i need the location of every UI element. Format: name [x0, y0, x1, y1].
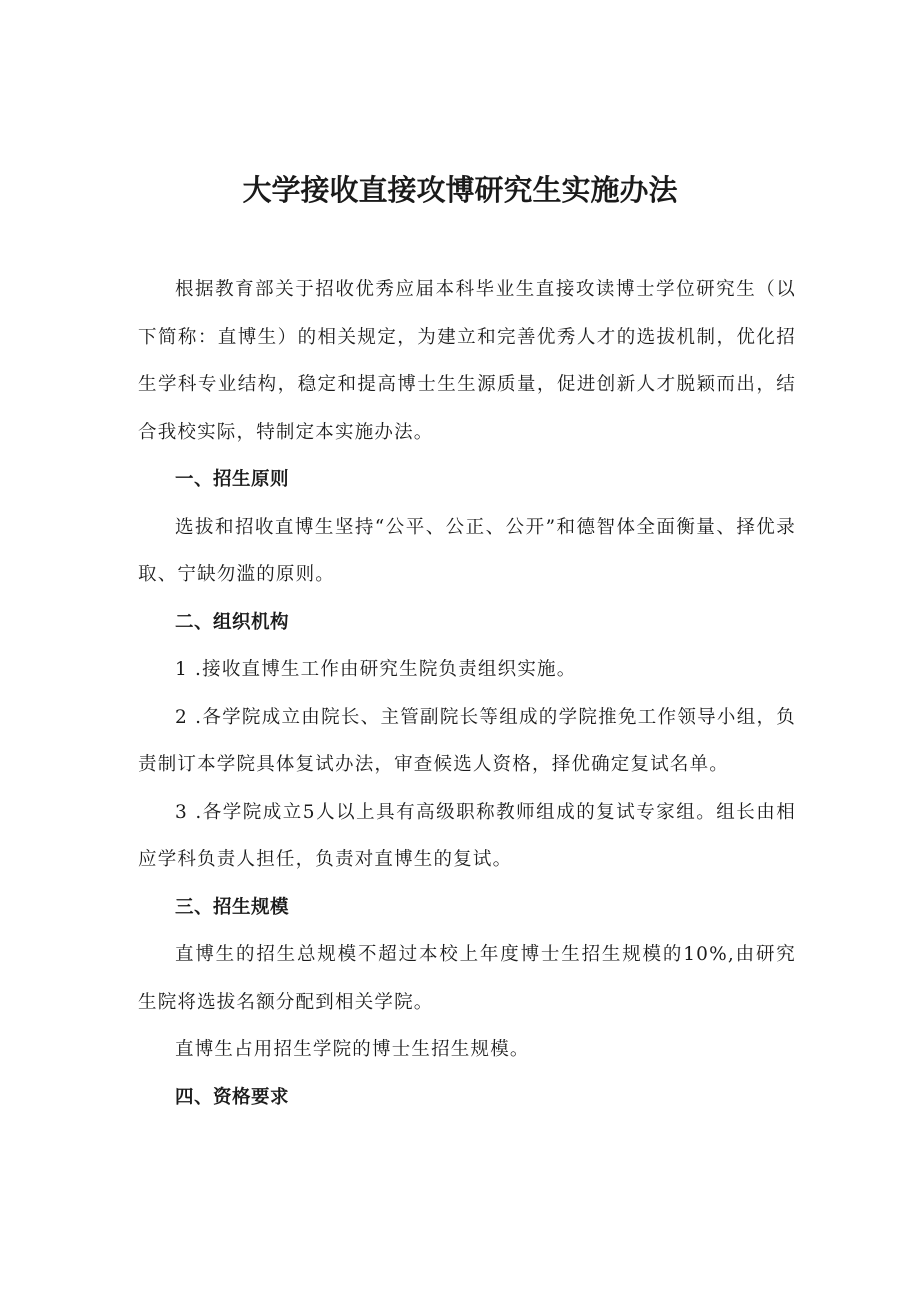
scale-paragraph-1: 直博生的招生总规模不超过本校上年度博士生招生规模的10%,由研究生院将选拔名额分配到相关学院。 — [138, 944, 796, 1013]
scale-paragraph-2: 直博生占用招生学院的博士生招生规模。 — [175, 1039, 530, 1060]
organization-item-2: 2 .各学院成立由院长、主管副院长等组成的学院推免工作领导小组，负责制订本学院具体复试办法，审查候选人资格，择优确定复试名单。 — [138, 706, 796, 775]
principles-paragraph: 选拔和招收直博生坚持“公平、公正、公开”和德智体全面衡量、择优录取、宁缺勿滥的原则。 — [138, 516, 796, 585]
section-heading-principles: 一、招生原则 — [175, 469, 290, 490]
intro-paragraph: 根据教育部关于招收优秀应届本科毕业生直接攻读博士学位研究生（以下简称：直博生）的相关规定，为建立和完善优秀人才的选拔机制，优化招生学科专业结构，稳定和提高博士生生源质量，促进创新人才脱颖而出，结合我校实际，特制定本实施办法。 — [138, 279, 796, 443]
section-heading-scale: 三、招生规模 — [175, 896, 290, 918]
document-body — [138, 266, 796, 1121]
section-heading-organization: 二、组织机构 — [175, 611, 290, 633]
organization-item-1: 1 .接收直博生工作由研究生院负责组织实施。 — [175, 659, 577, 680]
section-heading-eligibility: 四、资格要求 — [175, 1086, 290, 1108]
document-title: 大学接收直接攻博研究生实施办法 — [242, 173, 678, 207]
organization-item-3: 3 .各学院成立5人以上具有高级职称教师组成的复试专家组。组长由相应学科负责人担任，负责对直博生的复试。 — [138, 801, 796, 870]
